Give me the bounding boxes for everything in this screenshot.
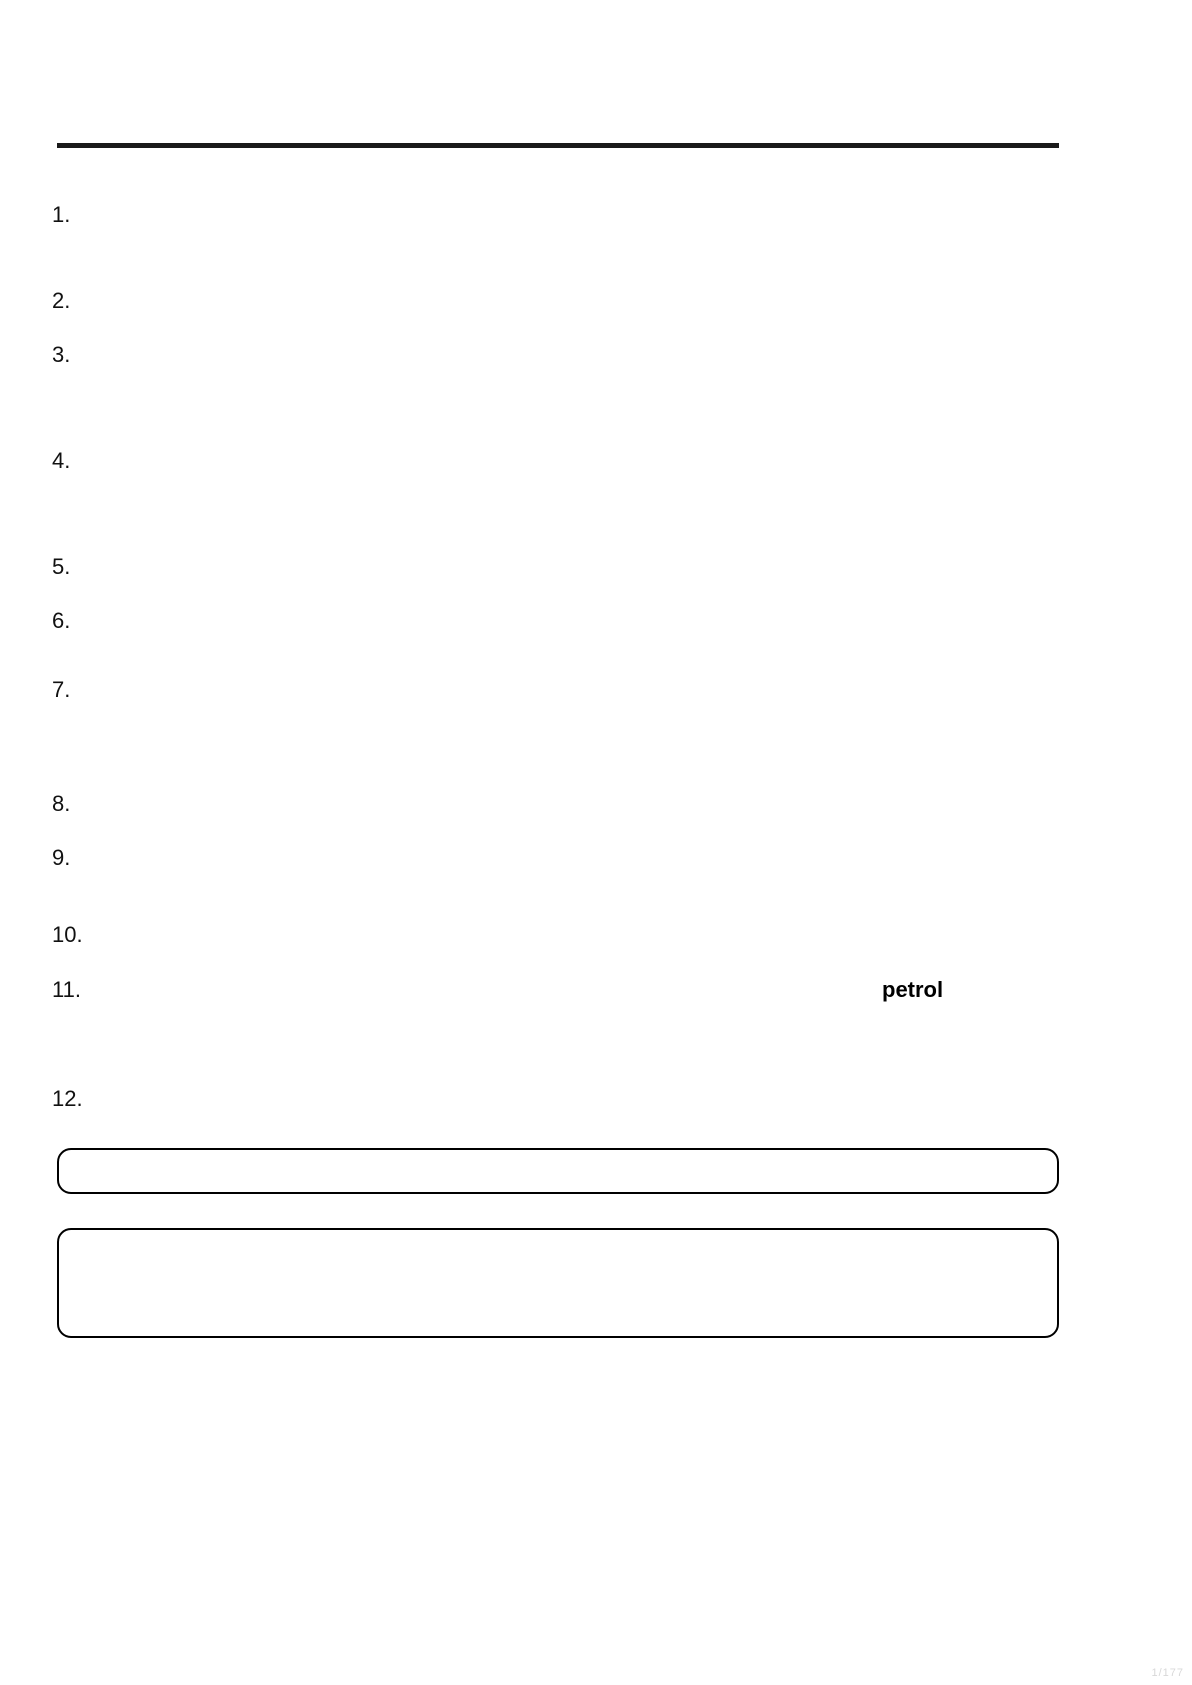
answer-box-single-line-text [59,1150,1057,1166]
list-item-text [112,789,1062,819]
list-item-number: 1. [52,202,71,227]
list-item-text [112,552,1062,582]
list-item-number: 9. [52,845,71,870]
list-item-keyword: petrol [882,977,944,1002]
list-item [52,446,1062,476]
list-item-number: 3. [52,342,71,367]
list-item-text [112,286,1062,316]
list-item [52,975,1062,1005]
list-item-text [112,843,1062,873]
list-item-number: 4. [52,448,71,473]
list-item-text [112,1084,1062,1114]
answer-box-multi-line[interactable] [57,1228,1059,1338]
list-item [52,789,1062,819]
answer-box-multi-line-text [59,1230,1057,1246]
list-item [52,1084,1062,1114]
list-item-number: 7. [52,677,71,702]
list-item [52,286,1062,316]
page-number: 1/177 [1151,1667,1184,1679]
list-item-number: 11. [52,977,81,1002]
list-item-number: 6. [52,608,71,633]
list-item [52,675,1062,705]
list-item-number: 2. [52,288,71,313]
list-item-text [112,920,1062,950]
list-item-text [112,606,1062,636]
heading-divider [57,143,1059,148]
list-item [52,340,1062,370]
list-item-text [112,446,1062,476]
list-item [52,843,1062,873]
list-item [52,606,1062,636]
list-item-text [112,340,1062,370]
answer-box-single-line[interactable] [57,1148,1059,1194]
list-item-number: 12. [52,1086,83,1111]
list-item-number: 8. [52,791,71,816]
list-item-number: 5. [52,554,71,579]
list-item [52,552,1062,582]
list-item-text [112,675,1062,705]
list-item-number: 10. [52,922,83,947]
list-item [52,920,1062,950]
list-item [52,200,1062,230]
list-item-text [112,200,1062,230]
